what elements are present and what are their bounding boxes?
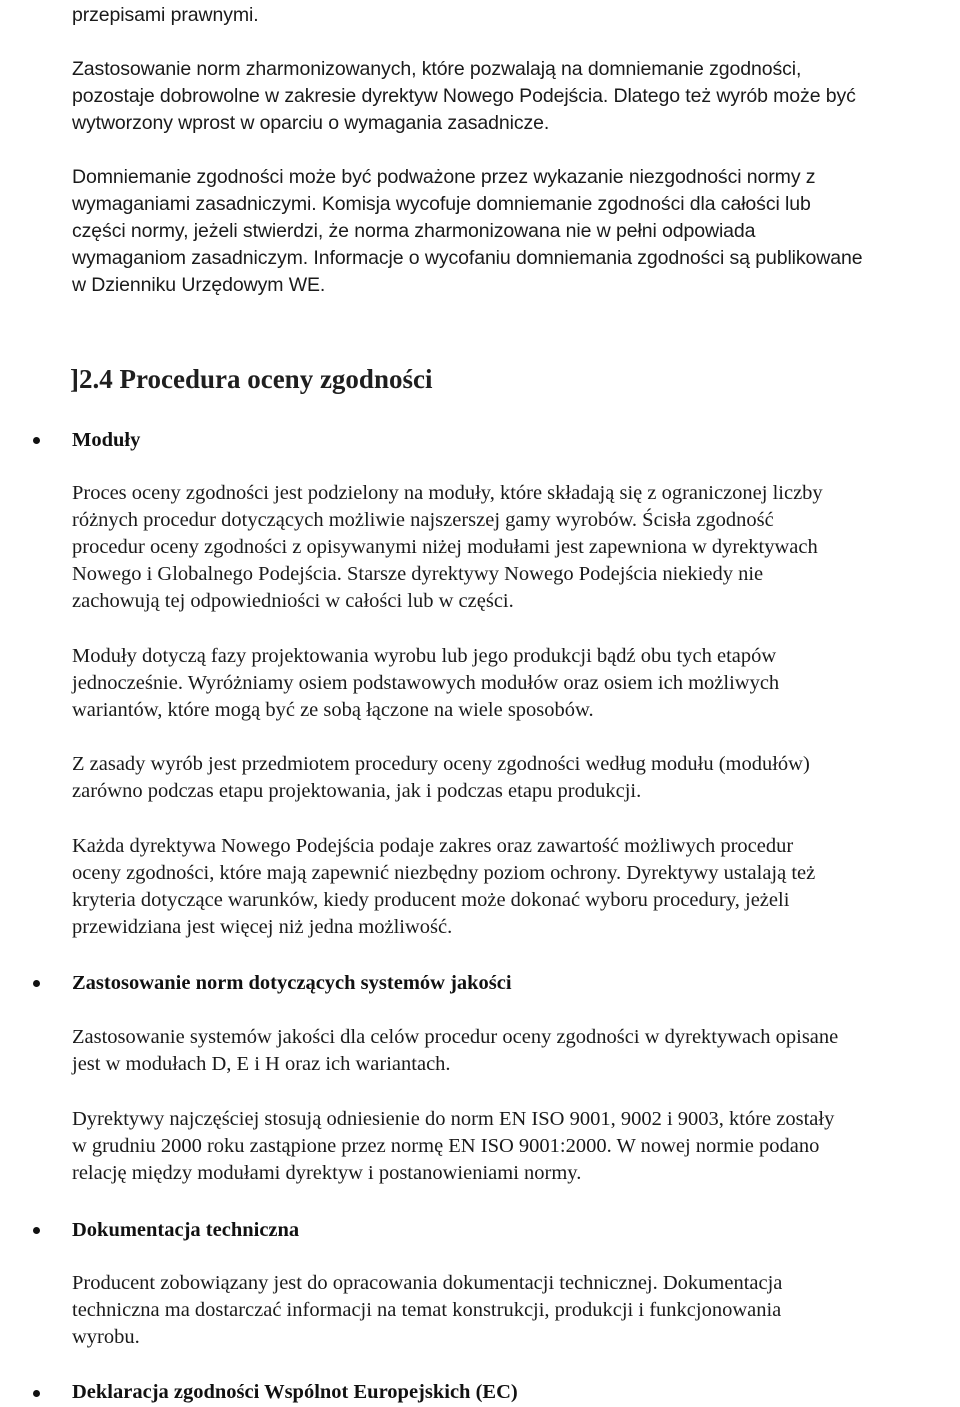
text-line: procedur oceny zgodności z opisywanymi niżej modułami jest zapewniona w dyrektywach [72,536,818,558]
text-line: Każda dyrektywa Nowego Podejścia podaje zakres oraz zawartość możliwych procedur [72,835,794,857]
text-line: w Dzienniku Urzędowym WE. [72,274,326,296]
text-line: zachowują tej odpowiedniości w całości lub w części. [72,590,514,612]
text-line: relację między modułami dyrektyw i postanowieniami normy. [72,1162,582,1184]
text-line: wymaganiami zasadniczymi. Komisja wycofuje domniemanie zgodności dla całości lub [72,193,811,215]
text-line: pozostaje dobrowolne w zakresie dyrektyw Nowego Podejścia. Dlatego też wyrób może być [72,85,856,107]
text-line: jednocześnie. Wyróżniamy osiem podstawowych modułów oraz osiem ich możliwych [72,672,780,694]
bullet-title-deklaracja: Deklaracja zgodności Wspólnot Europejskich (EC) [72,1381,518,1403]
text-line: Producent zobowiązany jest do opracowania dokumentacji technicznej. Dokumentacja [72,1272,783,1294]
bullet-icon [33,1390,40,1397]
text-line: techniczna ma dostarczać informacji na temat konstrukcji, produkcji i funkcjonowania [72,1299,782,1321]
text-line: Zastosowanie norm zharmonizowanych, które pozwalają na domniemanie zgodności, [72,58,802,80]
text-line: Domniemanie zgodności może być podważone przez wykazanie niezgodności normy z [72,166,816,188]
text-line: Zastosowanie systemów jakości dla celów procedur oceny zgodności w dyrektywach opisane [72,1026,839,1048]
bullet-icon [33,437,40,444]
text-line: w grudniu 2000 roku zastąpione przez normę EN ISO 9001:2000. W nowej normie podano [72,1135,820,1157]
bullet-title-dokumentacja: Dokumentacja techniczna [72,1219,300,1241]
text-line: jest w modułach D, E i H oraz ich wariantach. [72,1053,451,1075]
text-line: Proces oceny zgodności jest podzielony na moduły, które składają się z ograniczonej liczby [72,482,823,504]
text-line: różnych procedur dotyczących możliwie najszerszej gamy wyrobów. Ścisła zgodność [72,509,774,531]
section-heading: ]2.4 Procedura oceny zgodności [70,364,433,394]
text-line: wymaganiom zasadniczym. Informacje o wycofaniu domniemania zgodności są publikowane [72,247,863,269]
text-line: części normy, jeżeli stwierdzi, że norma zharmonizowana nie w pełni odpowiada [72,220,756,242]
text-line: Z zasady wyrób jest przedmiotem procedury oceny zgodności według modułu (modułów) [72,753,810,775]
text-line: Dyrektywy najczęściej stosują odniesienie do norm EN ISO 9001, 9002 i 9003, które zostały [72,1108,835,1130]
bullet-title-jakosc: Zastosowanie norm dotyczących systemów jakości [72,972,512,994]
text-line: Nowego i Globalnego Podejścia. Starsze dyrektywy Nowego Podejścia niekiedy nie [72,563,764,585]
bullet-icon [33,1227,40,1234]
text-line: przepisami prawnymi. [72,4,259,26]
text-line: Moduły dotyczą fazy projektowania wyrobu lub jego produkcji bądź obu tych etapów [72,645,777,667]
text-line: przewidziana jest więcej niż jedna możliwość. [72,916,453,938]
text-line: kryteria dotyczące warunków, kiedy producent może dokonać wyboru procedury, jeżeli [72,889,790,911]
bullet-icon [33,980,40,987]
text-line: oceny zgodności, które mają zapewnić niezbędny poziom ochrony. Dyrektywy ustalają też [72,862,816,884]
text-line: wytworzony wprost w oparciu o wymagania zasadnicze. [72,112,550,134]
text-line: zarówno podczas etapu projektowania, jak i podczas etapu produkcji. [72,780,642,802]
text-line: wyrobu. [72,1326,140,1348]
text-line: wariantów, które mogą być ze sobą łączone na wiele sposobów. [72,699,594,721]
bullet-title-moduly: Moduły [72,429,141,451]
